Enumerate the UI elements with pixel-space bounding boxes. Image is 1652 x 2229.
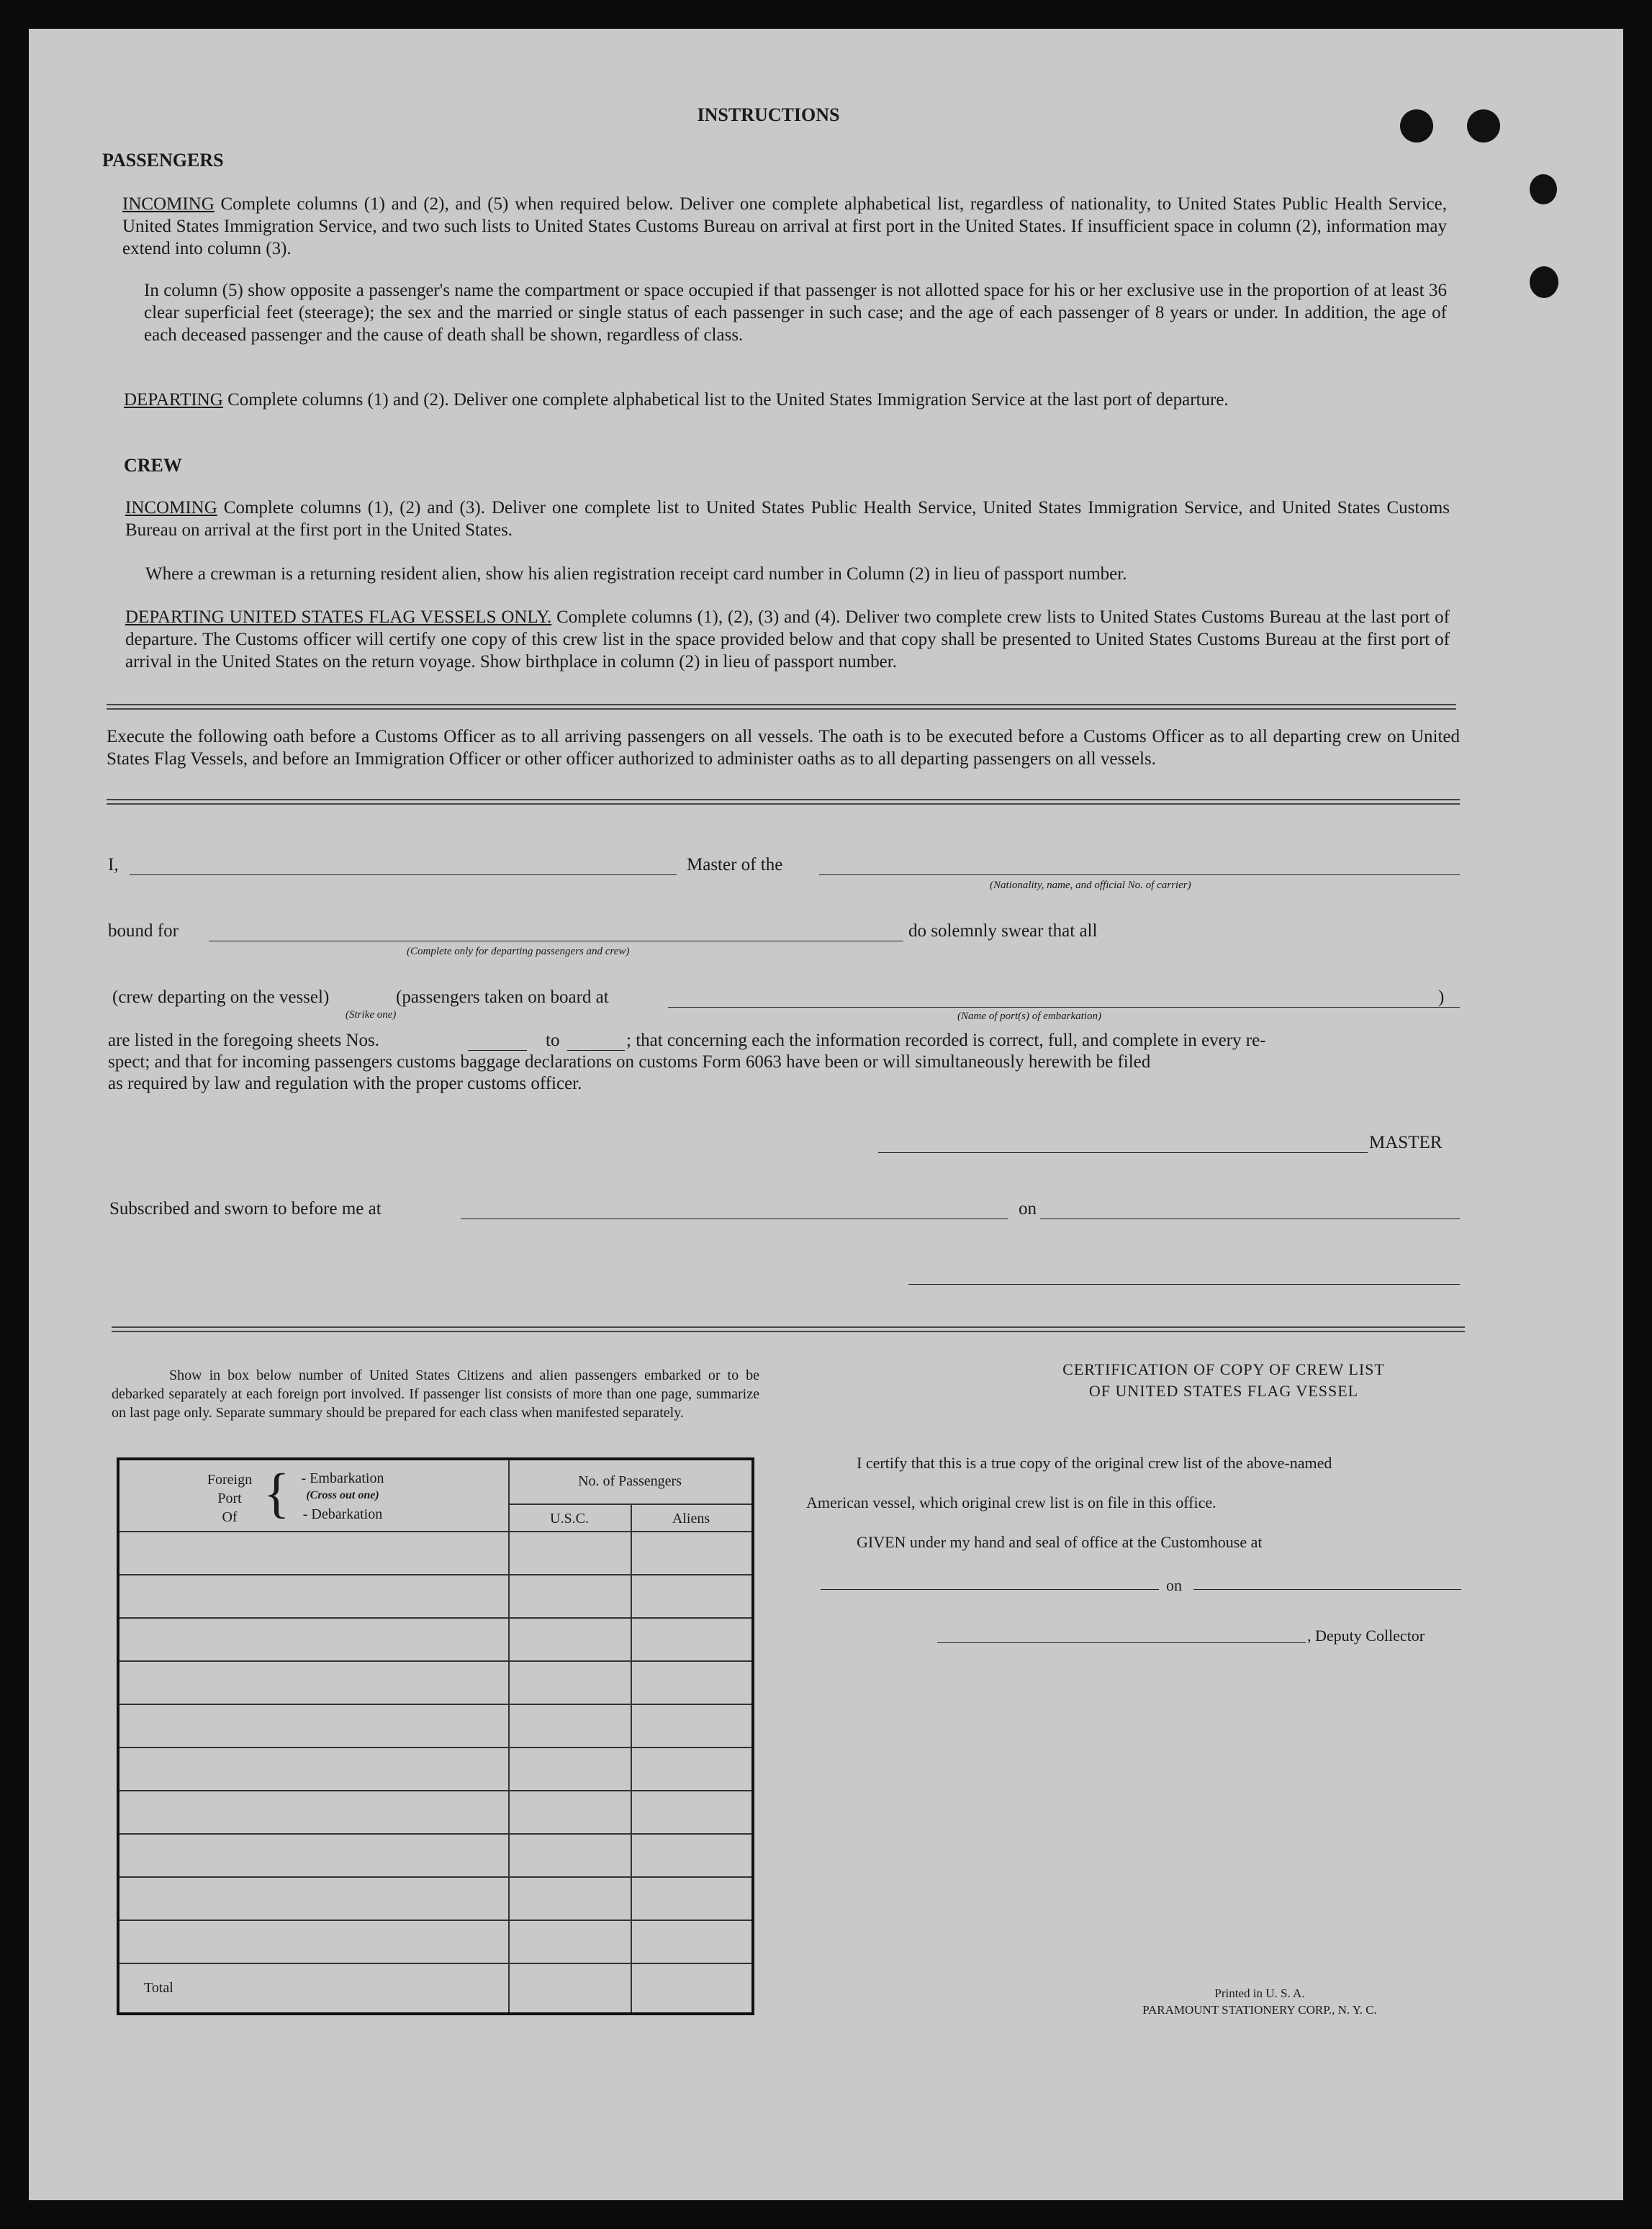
printed-in-usa: Printed in U. S. A.	[1214, 1986, 1305, 2000]
oath-intro-paragraph: Execute the following oath before a Customs Officer as to all arriving passengers on all vessels. The oath is to be executed before a Customs Officer as to all departing crew on United States Flag Vessels, and before an Immigration Officer or other officer authorized to administer oaths as to all departing passengers on all vessels.	[107, 727, 1460, 769]
sheet-from-field[interactable]	[468, 1050, 527, 1051]
passengers-heading: PASSENGERS	[102, 150, 224, 171]
certification-title-line1: CERTIFICATION OF COPY OF CREW LIST	[1062, 1360, 1385, 1378]
punch-hole	[1530, 266, 1558, 298]
row-rule	[119, 1704, 751, 1705]
crew-departing-paragraph	[125, 606, 1450, 673]
departing-text: Complete columns (1) and (2). Deliver one complete alphabetical list to the United States Immigration Service at the last port of departure.	[222, 390, 1229, 410]
usc-header: U.S.C.	[550, 1511, 589, 1527]
passengers-incoming-paragraph	[122, 193, 1447, 260]
certification-on-label: on	[1166, 1576, 1182, 1594]
row-rule	[119, 1876, 751, 1878]
master-signature-field[interactable]	[878, 1152, 1368, 1153]
instructions-title: INSTRUCTIONS	[697, 104, 840, 125]
to-label: to	[546, 1031, 560, 1050]
swear-label: do solemnly swear that all	[908, 921, 1098, 941]
summary-instructions: Show in box below number of United States Citizens and alien passengers embarked or to be debarked separately at each foreign port involved. If passenger list consists of more than one page, summarize on last page only. Separate summary should be prepared for each class when manifested separately.	[112, 1367, 759, 1421]
i-label: I,	[108, 855, 119, 874]
port-label: Port	[217, 1491, 242, 1506]
divider	[107, 704, 1456, 710]
master-of-label: Master of the	[687, 855, 783, 874]
certification-title-line2: OF UNITED STATES FLAG VESSEL	[1088, 1382, 1359, 1400]
port-of-embarkation-field[interactable]	[668, 1007, 1460, 1008]
foreign-label: Foreign	[207, 1472, 253, 1488]
row-rule	[119, 1963, 751, 1964]
row-rule	[119, 1660, 751, 1662]
strike-hint: (Strike one)	[346, 1009, 397, 1021]
form-sheet	[29, 29, 1623, 2200]
passenger-summary-table	[117, 1457, 754, 2015]
carrier-hint: (Nationality, name, and official No. of carrier)	[990, 880, 1191, 891]
divider	[112, 1326, 1465, 1332]
crew-departing-choice[interactable]: (crew departing on the vessel)	[112, 987, 330, 1007]
row-rule	[119, 1747, 751, 1748]
given-line: GIVEN under my hand and seal of office at the Customhouse at	[857, 1533, 1263, 1551]
certify-line2: American vessel, which original crew list is on file in this office.	[806, 1493, 1217, 1511]
column-divider	[508, 1460, 510, 2012]
master-label: MASTER	[1369, 1133, 1443, 1152]
crew-incoming-paragraph	[125, 497, 1450, 541]
departing-label: DEPARTING	[124, 390, 223, 410]
crew-departing-label: DEPARTING UNITED STATES FLAG VESSELS ONLY.	[125, 607, 552, 627]
total-label: Total	[144, 1980, 173, 1996]
incoming-text: Complete columns (1) and (2), and (5) when required below. Deliver one complete alphabetical list, regardless of nationality, to United States Public Health Service, United States Immigration Service, and two such lists to United States Customs Bureau on arrival at first port in the United States. If insufficient space in column (2), information may extend into column (3).	[122, 194, 1447, 258]
port-hint: (Name of port(s) of embarkation)	[957, 1010, 1101, 1022]
row-rule	[119, 1920, 751, 1921]
column-divider	[631, 1504, 632, 2012]
crew-incoming-text: Complete columns (1), (2) and (3). Deliver one complete list to United States Public Health Service, United States Immigration Service, and United States Customs Bureau on arrival at the first port in the United States.	[125, 498, 1450, 540]
bound-hint: (Complete only for departing passengers and crew)	[407, 946, 630, 957]
master-name-field[interactable]	[130, 874, 677, 875]
close-paren: )	[1438, 987, 1445, 1007]
crew-heading: CREW	[124, 455, 182, 476]
brace-icon: {	[263, 1463, 290, 1524]
listed-line2: spect; and that for incoming passengers customs baggage declarations on customs Form 6063 have been or will simultaneously herewith be filed	[108, 1052, 1151, 1072]
listed-prefix: are listed in the foregoing sheets Nos.	[108, 1031, 379, 1050]
header-rule	[508, 1504, 751, 1505]
cross-out-hint: (Cross out one)	[306, 1489, 379, 1501]
debarkation-option[interactable]: - Debarkation	[302, 1506, 383, 1522]
crew-incoming-label: INCOMING	[125, 498, 217, 517]
deputy-collector-label: , Deputy Collector	[1307, 1627, 1425, 1645]
sheet-to-field[interactable]	[567, 1050, 625, 1051]
passengers-header: No. of Passengers	[578, 1473, 682, 1489]
officer-signature-field[interactable]	[908, 1284, 1460, 1285]
passengers-departing-paragraph	[124, 389, 1447, 411]
listed-line3: as required by law and regulation with the proper customs officer.	[108, 1074, 582, 1093]
row-rule	[119, 1617, 751, 1619]
deputy-collector-signature-field[interactable]	[937, 1642, 1306, 1643]
passengers-taken-choice[interactable]: (passengers taken on board at	[396, 987, 609, 1007]
crew-resident-paragraph: Where a crewman is a returning resident alien, show his alien registration receipt card number in Column (2) in lieu of passport number.	[145, 564, 1127, 584]
carrier-field[interactable]	[819, 874, 1460, 875]
printer-name: PARAMOUNT STATIONERY CORP., N. Y. C.	[1142, 2003, 1377, 2017]
listed-line1-rest: ; that concerning each the information recorded is correct, full, and complete in every re-	[626, 1031, 1266, 1050]
certification-date-field[interactable]	[1193, 1589, 1461, 1590]
certify-line1: I certify that this is a true copy of the original crew list of the above-named	[857, 1454, 1332, 1472]
row-rule	[119, 1833, 751, 1835]
aliens-header: Aliens	[672, 1511, 710, 1527]
customhouse-place-field[interactable]	[821, 1589, 1159, 1590]
header-rule	[119, 1531, 751, 1532]
row-rule	[119, 1574, 751, 1575]
punch-hole	[1530, 174, 1557, 204]
row-rule	[119, 1790, 751, 1791]
embarkation-option[interactable]: - Embarkation	[301, 1470, 384, 1486]
sworn-on-label: on	[1019, 1199, 1037, 1219]
bound-for-label: bound for	[108, 921, 179, 941]
crew-departing-text: Complete columns (1), (2), (3) and (4). Deliver two complete crew lists to United States Customs Bureau at the last port of departure. The Customs officer will certify one copy of this crew list in the space provided below and that copy shall be presented to United States Customs Bureau at the first port of arrival in the United States on the return voyage. Show birthplace in column (2) in lieu of passport number.	[125, 607, 1450, 672]
subscribed-label: Subscribed and sworn to before me at	[109, 1199, 382, 1219]
of-label: Of	[222, 1509, 238, 1525]
passengers-column5-paragraph: In column (5) show opposite a passenger's name the compartment or space occupied if that passenger is not allotted space for his or her exclusive use in the proportion of at least 36 clear superficial feet (steerage); the sex and the married or single status of each passenger in such case; and the age of each passenger of 8 years or under. In addition, the age of each deceased passenger and the cause of death shall be shown, regardless of class.	[144, 281, 1447, 345]
incoming-label: INCOMING	[122, 194, 215, 214]
divider	[107, 799, 1460, 805]
